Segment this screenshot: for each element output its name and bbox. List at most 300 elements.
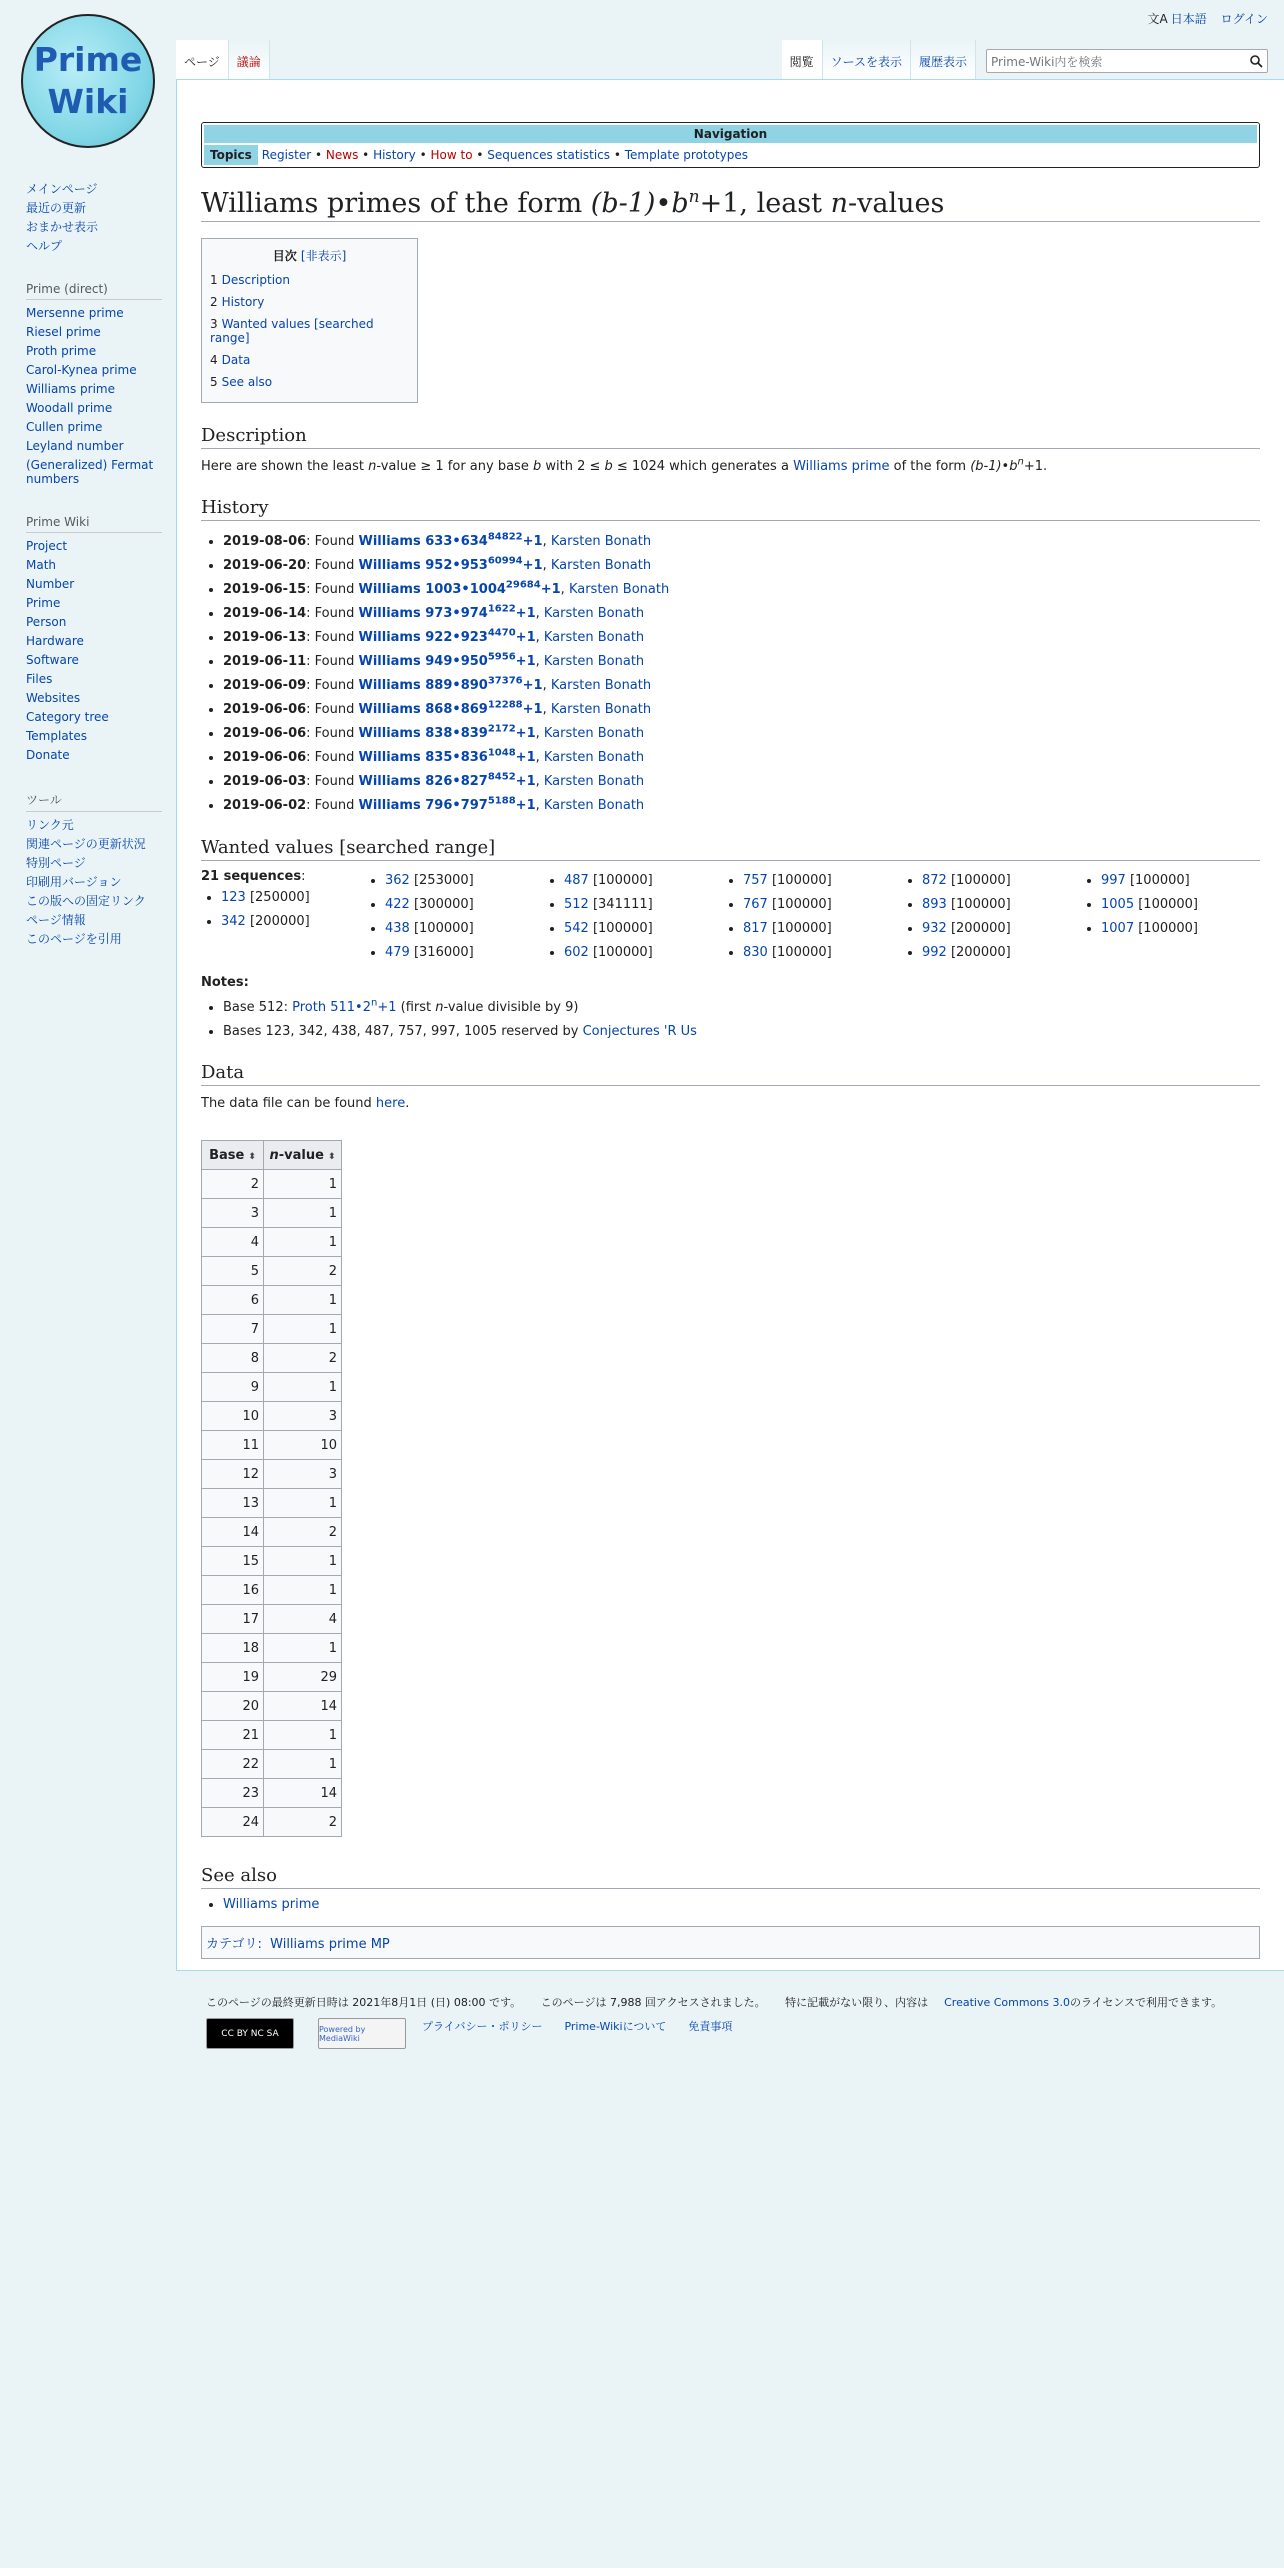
sidebar-item-link[interactable]: Cullen prime xyxy=(26,420,103,434)
tab-history[interactable]: 履歴表示 xyxy=(911,40,976,79)
sidebar-item xyxy=(26,342,162,361)
base-link[interactable]: 893 xyxy=(922,897,947,912)
sidebar-item-link[interactable]: Woodall prime xyxy=(26,401,113,415)
base-link[interactable]: 932 xyxy=(922,921,947,936)
base-cell: 3 xyxy=(202,1199,264,1228)
history-date: 2019-06-14 xyxy=(223,606,307,621)
site-logo[interactable] xyxy=(21,14,155,148)
base-cell: 22 xyxy=(202,1750,264,1779)
table-row xyxy=(202,1634,342,1663)
logo-text-prime: Prime xyxy=(33,40,143,79)
table-of-contents xyxy=(201,238,418,403)
sidebar-item xyxy=(26,180,162,199)
table-row xyxy=(202,1808,342,1837)
category-williams-prime-mp[interactable]: Williams prime MP xyxy=(270,1937,390,1952)
page-title: Williams primes of the form $(b-1)•b^n+1$, least n-values xyxy=(201,188,1260,222)
base-link[interactable]: 1007 xyxy=(1101,921,1135,936)
language-link[interactable]: 文A 日本語 xyxy=(1147,12,1207,26)
history-date: 2019-06-06 xyxy=(223,750,307,765)
table-row xyxy=(202,1721,342,1750)
heading-see-also: See also xyxy=(201,1865,1260,1889)
disclaimer-link[interactable]: 免責事項 xyxy=(688,2020,733,2033)
login-link[interactable]: ログイン xyxy=(1220,12,1268,26)
separator: • xyxy=(311,148,326,162)
search-input[interactable] xyxy=(986,49,1268,73)
toc-number: 2 xyxy=(210,295,218,309)
base-cell: 5 xyxy=(202,1257,264,1286)
footer-license: 特に記載がない限り、内容は Creative Commons 3.0のライセンスで利用できます。 xyxy=(785,1996,1223,2009)
history-prime-link[interactable]: Williams $796•797^{5188}+1$ xyxy=(358,795,536,813)
history-prime-link[interactable]: Williams $952•953^{60994}+1$ xyxy=(358,555,543,573)
sidebar-item xyxy=(26,892,162,911)
person-link[interactable]: Karsten Bonath xyxy=(543,774,645,789)
base-cell: 23 xyxy=(202,1779,264,1808)
personal-tools xyxy=(1138,10,1268,27)
history-item: • 2019-06-15: Found Williams $1003•1004^{29684}+1$, Karsten Bonath xyxy=(223,577,1260,601)
footer xyxy=(206,1994,1270,2049)
sidebar-item xyxy=(26,304,162,323)
toc-link[interactable]: History xyxy=(221,295,265,309)
about-link[interactable]: Prime-Wikiについて xyxy=(564,2020,667,2033)
sidebar-item xyxy=(26,594,162,613)
history-prime-link[interactable]: Williams $868•869^{12288}+1$ xyxy=(358,699,543,717)
toc-item[interactable] xyxy=(210,372,409,394)
sidebar-item xyxy=(26,911,162,930)
person-link[interactable]: Karsten Bonath xyxy=(543,654,645,669)
sidebar-item xyxy=(26,689,162,708)
sidebar-item-link[interactable]: おまかせ表示 xyxy=(26,220,99,234)
base-link[interactable]: 487 xyxy=(564,873,589,888)
table-row xyxy=(202,1750,342,1779)
toc-hide-toggle[interactable]: [非表示] xyxy=(300,249,347,263)
wanted-item xyxy=(743,893,902,917)
license-link[interactable]: Creative Commons 3.0 xyxy=(944,1996,1070,2009)
base-link[interactable]: 438 xyxy=(385,921,410,936)
table-row xyxy=(202,1228,342,1257)
separator: • xyxy=(358,148,374,162)
note-item: • Bases 123, 342, 438, 487, 757, 997, 1005 reserved by Conjectures 'R Us xyxy=(223,1020,1260,1044)
cc-license-badge[interactable]: CC BY NC SA xyxy=(206,2018,294,2049)
sidebar-item-link[interactable]: Williams prime xyxy=(26,382,116,396)
toc-item[interactable] xyxy=(210,270,409,292)
history-date: 2019-06-11 xyxy=(223,654,307,669)
history-item: • 2019-06-20: Found Williams $952•953^{60994}+1$, Karsten Bonath xyxy=(223,553,1260,577)
view-tabs xyxy=(782,40,1268,79)
wanted-item xyxy=(221,910,365,934)
table-row xyxy=(202,1663,342,1692)
sidebar-item-link[interactable]: (Generalized) Fermat numbers xyxy=(26,458,154,486)
history-item: • 2019-06-06: Found Williams $868•869^{12288}+1$, Karsten Bonath xyxy=(223,697,1260,721)
wanted-item xyxy=(922,917,1081,941)
searched-range: [100000] xyxy=(771,873,832,888)
sidebar-item-link[interactable]: Project xyxy=(26,539,68,553)
wanted-column xyxy=(902,869,1081,965)
n-value-cell: 10 xyxy=(264,1431,342,1460)
navbox-link[interactable]: Register xyxy=(261,148,312,162)
sidebar-item-link[interactable]: ページ情報 xyxy=(26,913,86,927)
sidebar-item xyxy=(26,873,162,892)
separator: • xyxy=(472,148,488,162)
n-value-cell: 1 xyxy=(264,1576,342,1605)
base-cell: 17 xyxy=(202,1605,264,1634)
wanted-column xyxy=(365,869,544,965)
wanted-item xyxy=(385,917,544,941)
history-prime-link[interactable]: Williams $1003•1004^{29684}+1$ xyxy=(358,579,561,597)
sidebar-item-link[interactable]: Person xyxy=(26,615,67,629)
sidebar-item-link[interactable]: メインページ xyxy=(26,182,98,196)
n-value-cell: 1 xyxy=(264,1286,342,1315)
logo-text-wiki: Wiki xyxy=(47,82,129,121)
history-prime-link[interactable]: Williams $835•836^{1048}+1$ xyxy=(358,747,536,765)
toc-link[interactable]: See also xyxy=(221,375,273,389)
powered-by-mediawiki-badge[interactable]: Powered by MediaWiki xyxy=(318,2018,406,2049)
portal-heading: Prime (direct) xyxy=(26,278,162,300)
wanted-values: 21 sequences: • 123 [250000] • 342 [200000] • 362 [253000] • 422 [300000] • 438 [100000] • 479 [316000] • 487 [100000] • 512 [341111] • 542 [100000] • 602 [100000] • 757 [100000] • 767 [100000] • 817 [100000] • 830 [100000] • 872 [100000] • 893 [100000] • 932 [200000] • 992 [200000] • 997 [100000] • 1005 [100000] • 1007 [100000] xyxy=(201,869,1260,965)
main-content xyxy=(176,79,1284,1971)
n-value-cell: 1 xyxy=(264,1373,342,1402)
searched-range: [316000] xyxy=(413,945,474,960)
table-row xyxy=(202,1576,342,1605)
history-date: 2019-06-15 xyxy=(223,582,307,597)
searched-range: [100000] xyxy=(1129,873,1190,888)
table-row xyxy=(202,1170,342,1199)
person-link[interactable]: Karsten Bonath xyxy=(550,558,652,573)
base-link[interactable]: 872 xyxy=(922,873,947,888)
wanted-item xyxy=(743,917,902,941)
sidebar-item xyxy=(26,218,162,237)
searched-range: [100000] xyxy=(413,921,474,936)
person-link[interactable]: Karsten Bonath xyxy=(543,798,645,813)
history-prime-link[interactable]: Williams $949•950^{5956}+1$ xyxy=(358,651,536,669)
n-value-cell: 1 xyxy=(264,1199,342,1228)
wanted-column xyxy=(544,869,723,965)
table-row xyxy=(202,1547,342,1576)
sort-icon[interactable]: ⬍ xyxy=(327,1151,336,1162)
base-cell: 24 xyxy=(202,1808,264,1837)
navbox-title: Navigation xyxy=(204,125,1257,143)
wanted-column xyxy=(1081,869,1260,965)
wanted-item xyxy=(385,869,544,893)
searched-range: [100000] xyxy=(771,945,832,960)
searched-range: [200000] xyxy=(950,945,1011,960)
history-prime-link[interactable]: Williams $973•974^{1622}+1$ xyxy=(358,603,536,621)
n-value-cell: 1 xyxy=(264,1547,342,1576)
n-value-cell: 1 xyxy=(264,1315,342,1344)
n-value-cell: 2 xyxy=(264,1518,342,1547)
person-link[interactable]: Karsten Bonath xyxy=(543,630,645,645)
namespace-tabs xyxy=(176,40,270,79)
base-cell: 8 xyxy=(202,1344,264,1373)
column-header-base[interactable]: Base ⬍ xyxy=(202,1141,264,1170)
navbox-link[interactable]: News xyxy=(325,148,359,162)
footer-last-modified: このページの最終更新日時は 2021年8月1日 (日) 08:00 です。 xyxy=(206,1996,522,2009)
sidebar-item-link[interactable]: このページを引用 xyxy=(26,932,122,946)
searched-range: [100000] xyxy=(592,921,653,936)
base-link[interactable]: 602 xyxy=(564,945,589,960)
base-link[interactable]: 542 xyxy=(564,921,589,936)
base-cell: 19 xyxy=(202,1663,264,1692)
table-row xyxy=(202,1199,342,1228)
sidebar-item-link[interactable]: Number xyxy=(26,577,75,591)
crus-link[interactable]: Conjectures 'R Us xyxy=(582,1024,697,1039)
toc-link[interactable]: Wanted values [searched range] xyxy=(210,317,374,345)
n-value-cell: 3 xyxy=(264,1460,342,1489)
toc-number: 3 xyxy=(210,317,218,331)
base-link[interactable]: 1005 xyxy=(1101,897,1135,912)
tab-view-source[interactable]: ソースを表示 xyxy=(823,40,911,79)
history-prime-link[interactable]: Williams $826•827^{8452}+1$ xyxy=(358,771,536,789)
navbox-link[interactable]: Template prototypes xyxy=(624,148,749,162)
navbox-topics: Topics xyxy=(204,145,258,165)
sidebar-item-link[interactable]: Donate xyxy=(26,748,70,762)
history-date: 2019-06-02 xyxy=(223,798,307,813)
history-prime-link[interactable]: Williams $889•890^{37376}+1$ xyxy=(358,675,543,693)
table-row xyxy=(202,1518,342,1547)
table-row xyxy=(202,1431,342,1460)
table-row xyxy=(202,1344,342,1373)
n-value-cell: 2 xyxy=(264,1257,342,1286)
searched-range: [100000] xyxy=(592,945,653,960)
base-cell: 18 xyxy=(202,1634,264,1663)
n-value-cell: 4 xyxy=(264,1605,342,1634)
sidebar-item xyxy=(26,727,162,746)
sidebar-item xyxy=(26,854,162,873)
wanted-item xyxy=(922,893,1081,917)
data-table xyxy=(201,1140,342,1837)
base-link[interactable]: 767 xyxy=(743,897,768,912)
base-cell: 21 xyxy=(202,1721,264,1750)
sidebar-item-link[interactable]: Hardware xyxy=(26,634,84,648)
data-text: The data file can be found here. xyxy=(201,1096,410,1111)
person-link[interactable]: Karsten Bonath xyxy=(543,750,645,765)
table-row xyxy=(202,1779,342,1808)
toc-number: 5 xyxy=(210,375,218,389)
base-cell: 20 xyxy=(202,1692,264,1721)
person-link[interactable]: Karsten Bonath xyxy=(550,534,652,549)
sidebar-item-link[interactable]: リンク元 xyxy=(26,818,74,832)
n-value-cell: 14 xyxy=(264,1692,342,1721)
wanted-item xyxy=(1101,893,1260,917)
base-cell: 10 xyxy=(202,1402,264,1431)
sidebar-prime-wiki xyxy=(26,511,162,765)
sidebar-item-link[interactable]: Category tree xyxy=(26,710,109,724)
tab-page[interactable]: ページ xyxy=(176,40,229,79)
sidebar-item xyxy=(26,237,162,256)
wanted-column xyxy=(723,869,902,965)
sidebar-item xyxy=(26,199,162,218)
tab-view[interactable]: 閲覧 xyxy=(782,40,823,79)
heading-description: Description xyxy=(201,425,1260,449)
searched-range: [250000] xyxy=(249,890,310,905)
sidebar-item xyxy=(26,930,162,949)
data-file-link[interactable]: here xyxy=(375,1096,406,1111)
history-item: • 2019-08-06: Found Williams $633•634^{84822}+1$, Karsten Bonath xyxy=(223,529,1260,553)
n-value-cell: 1 xyxy=(264,1228,342,1257)
sidebar-item xyxy=(26,380,162,399)
sidebar-item-link[interactable]: この版への固定リンク xyxy=(26,894,146,908)
wanted-item xyxy=(1101,869,1260,893)
base-cell: 4 xyxy=(202,1228,264,1257)
person-link[interactable]: Karsten Bonath xyxy=(543,726,645,741)
toc-item[interactable] xyxy=(210,292,409,314)
table-row xyxy=(202,1286,342,1315)
base-cell: 11 xyxy=(202,1431,264,1460)
sidebar-item-link[interactable]: Templates xyxy=(26,729,88,743)
sidebar xyxy=(0,180,176,949)
wanted-item xyxy=(564,869,723,893)
notes xyxy=(201,975,1260,1044)
base-link[interactable]: 479 xyxy=(385,945,410,960)
n-value-cell: 2 xyxy=(264,1344,342,1373)
sidebar-item xyxy=(26,418,162,437)
description-text: Here are shown the least n-value ≥ 1 for any base b with 2 ≤ b ≤ 1024 which generates a Williams prime of the form $(b-1)•b^n+1$. xyxy=(201,456,1048,474)
privacy-link[interactable]: プライバシー・ポリシー xyxy=(422,2020,543,2033)
history-date: 2019-06-20 xyxy=(223,558,307,573)
base-cell: 12 xyxy=(202,1460,264,1489)
wanted-item xyxy=(564,917,723,941)
sidebar-item-link[interactable]: Files xyxy=(26,672,53,686)
sidebar-item-link[interactable]: Carol-Kynea prime xyxy=(26,363,137,377)
history-date: 2019-06-13 xyxy=(223,630,307,645)
williams-prime-link[interactable]: Williams prime xyxy=(793,459,890,474)
wanted-item xyxy=(922,869,1081,893)
sidebar-item-link[interactable]: Math xyxy=(26,558,57,572)
history-date: 2019-06-03 xyxy=(223,774,307,789)
base-link[interactable]: 342 xyxy=(221,914,246,929)
searched-range: [100000] xyxy=(771,897,832,912)
notes-title: Notes: xyxy=(201,975,249,990)
toc-link[interactable]: Data xyxy=(221,353,251,367)
translate-icon: 文A xyxy=(1147,12,1168,26)
history-date: 2019-08-06 xyxy=(223,534,307,549)
search-placeholder: Prime-Wiki内を検索 xyxy=(991,54,1103,69)
wanted-item xyxy=(385,893,544,917)
column-header-n-value[interactable]: n-value ⬍ xyxy=(264,1141,342,1170)
sidebar-item xyxy=(26,556,162,575)
sidebar-item xyxy=(26,835,162,854)
heading-history: History xyxy=(201,497,1260,521)
person-link[interactable]: Karsten Bonath xyxy=(550,702,652,717)
sidebar-item-link[interactable]: 最近の更新 xyxy=(26,201,87,215)
tab-talk[interactable]: 議論 xyxy=(229,40,270,79)
history-prime-link[interactable]: Williams $838•839^{2172}+1$ xyxy=(358,723,536,741)
sidebar-item-link[interactable]: 特別ページ xyxy=(26,856,86,870)
separator: • xyxy=(415,148,431,162)
sidebar-item xyxy=(26,613,162,632)
table-row xyxy=(202,1460,342,1489)
sidebar-item-link[interactable]: Websites xyxy=(26,691,81,705)
base-link[interactable]: 817 xyxy=(743,921,768,936)
see-also-link[interactable]: Williams prime xyxy=(223,1897,320,1912)
person-link[interactable]: Karsten Bonath xyxy=(568,582,670,597)
toc-number: 4 xyxy=(210,353,218,367)
person-link[interactable]: Karsten Bonath xyxy=(550,678,652,693)
n-value-cell: 1 xyxy=(264,1489,342,1518)
sort-icon[interactable]: ⬍ xyxy=(248,1151,256,1162)
n-value-cell: 14 xyxy=(264,1779,342,1808)
separator: • xyxy=(610,148,625,162)
sidebar-item xyxy=(26,632,162,651)
base-cell: 2 xyxy=(202,1170,264,1199)
base-link[interactable]: 830 xyxy=(743,945,768,960)
categories-label[interactable]: カテゴリ: xyxy=(206,1937,262,1952)
table-row xyxy=(202,1373,342,1402)
base-cell: 13 xyxy=(202,1489,264,1518)
searched-range: [341111] xyxy=(592,897,653,912)
navbox-link[interactable]: How to xyxy=(430,148,473,162)
sidebar-navigation xyxy=(26,180,162,256)
sidebar-item-link[interactable]: Software xyxy=(26,653,79,667)
toc-item[interactable] xyxy=(210,350,409,372)
base-cell: 14 xyxy=(202,1518,264,1547)
navbox xyxy=(201,122,1260,168)
sidebar-item xyxy=(26,456,162,489)
sidebar-item-link[interactable]: 印刷用バージョン xyxy=(26,875,122,889)
table-row xyxy=(202,1605,342,1634)
sidebar-item-link[interactable]: Proth prime xyxy=(26,344,97,358)
history-prime-link[interactable]: Williams $922•923^{4470}+1$ xyxy=(358,627,536,645)
base-link[interactable]: 362 xyxy=(385,873,410,888)
sidebar-item xyxy=(26,670,162,689)
base-link[interactable]: 997 xyxy=(1101,873,1126,888)
sidebar-item-link[interactable]: Mersenne prime xyxy=(26,306,124,320)
history-item: • 2019-06-13: Found Williams $922•923^{4470}+1$, Karsten Bonath xyxy=(223,625,1260,649)
base-link[interactable]: 422 xyxy=(385,897,410,912)
history-prime-link[interactable]: Williams $633•634^{84822}+1$ xyxy=(358,531,543,549)
toc-link[interactable]: Description xyxy=(221,273,290,287)
base-link[interactable]: 123 xyxy=(221,890,246,905)
sidebar-item xyxy=(26,746,162,765)
table-row xyxy=(202,1257,342,1286)
n-value-cell: 1 xyxy=(264,1750,342,1779)
table-row xyxy=(202,1489,342,1518)
base-link[interactable]: 992 xyxy=(922,945,947,960)
navbox-link[interactable]: History xyxy=(373,148,416,162)
history-item: • 2019-06-11: Found Williams $949•950^{5956}+1$, Karsten Bonath xyxy=(223,649,1260,673)
sidebar-item-link[interactable]: Riesel prime xyxy=(26,325,101,339)
sidebar-item-link[interactable]: Leyland number xyxy=(26,439,124,453)
history-date: 2019-06-06 xyxy=(223,726,307,741)
person-link[interactable]: Karsten Bonath xyxy=(543,606,645,621)
toc-title: 目次 xyxy=(272,249,297,263)
history-item: • 2019-06-06: Found Williams $838•839^{2172}+1$, Karsten Bonath xyxy=(223,721,1260,745)
n-value-cell: 2 xyxy=(264,1808,342,1837)
table-row xyxy=(202,1315,342,1344)
navbox-link[interactable]: Sequences statistics xyxy=(487,148,611,162)
toc-item[interactable] xyxy=(210,314,409,350)
search-icon[interactable] xyxy=(1249,54,1263,68)
portal-heading: ツール xyxy=(26,787,162,812)
sidebar-item xyxy=(26,816,162,835)
n-value-cell: 1 xyxy=(264,1721,342,1750)
n-value-cell: 1 xyxy=(264,1634,342,1663)
sidebar-item-link[interactable]: 関連ページの更新状況 xyxy=(26,837,146,851)
toc-number: 1 xyxy=(210,273,218,287)
base-link[interactable]: 757 xyxy=(743,873,768,888)
base-cell: 9 xyxy=(202,1373,264,1402)
history-item: • 2019-06-03: Found Williams $826•827^{8452}+1$, Karsten Bonath xyxy=(223,769,1260,793)
sidebar-tools xyxy=(26,787,162,949)
proth-link[interactable]: Proth $511•2^n+1$ xyxy=(292,997,397,1015)
sidebar-item-link[interactable]: Prime xyxy=(26,596,61,610)
sidebar-item-link[interactable]: ヘルプ xyxy=(26,239,63,253)
searched-range: [100000] xyxy=(950,873,1011,888)
sidebar-item xyxy=(26,399,162,418)
base-link[interactable]: 512 xyxy=(564,897,589,912)
searched-range: [100000] xyxy=(592,873,653,888)
sidebar-item xyxy=(26,708,162,727)
table-row xyxy=(202,1402,342,1431)
